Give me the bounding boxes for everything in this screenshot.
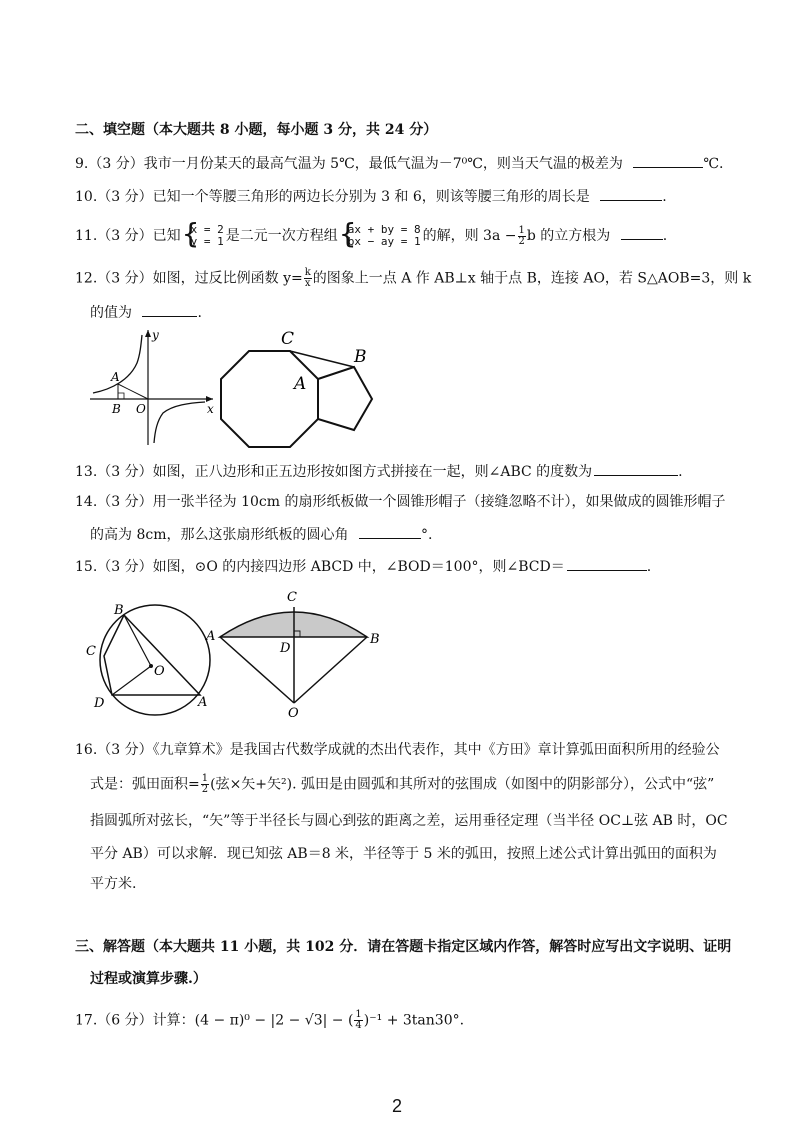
q14-answer-blank[interactable] bbox=[359, 524, 421, 539]
regular-pentagon bbox=[318, 367, 372, 430]
label-x: x bbox=[207, 402, 214, 416]
q17-text-2: )⁻¹ + 3tan30°. bbox=[363, 1012, 465, 1029]
q11-fraction: $\frac{1}{2}$ bbox=[518, 224, 525, 247]
label-C: C bbox=[287, 590, 297, 605]
q9-answer-blank[interactable] bbox=[633, 153, 703, 168]
question-12-cont bbox=[90, 302, 202, 322]
figure-q16-arc-field bbox=[200, 585, 390, 720]
q12-text-1: 12.（3 分）如图，过反比例函数 y= bbox=[75, 270, 303, 287]
q12-end: . bbox=[197, 305, 202, 321]
q12-answer-blank[interactable] bbox=[142, 302, 197, 317]
q9-unit: ℃. bbox=[703, 156, 724, 172]
segment-OD bbox=[112, 666, 151, 695]
segment-AO bbox=[118, 384, 148, 399]
q11-end: . bbox=[662, 228, 668, 244]
section-2-title: 二、填空题（本大题共 8 小题，每小题 3 分，共 24 分） bbox=[75, 122, 438, 138]
label-O: O bbox=[136, 402, 146, 416]
q10-answer-blank[interactable] bbox=[600, 186, 662, 201]
label-y: y bbox=[152, 328, 159, 342]
label-B: B bbox=[112, 402, 121, 416]
section-3-title-cont: 过程或演算步骤.） bbox=[90, 971, 207, 987]
label-A: A bbox=[294, 374, 307, 394]
label-A: A bbox=[206, 629, 216, 644]
label-A: A bbox=[111, 370, 120, 384]
q10-text: 10.（3 分）已知一个等腰三角形的两边长分别为 3 和 6，则该等腰三角形的周长是 bbox=[75, 189, 590, 205]
label-D: D bbox=[280, 641, 291, 656]
segment-CB bbox=[290, 351, 354, 367]
circle-O bbox=[100, 605, 210, 715]
q16-text-2a: 式是：弧田面积= bbox=[90, 776, 200, 793]
q16-text-2b: (弦×矢+矢²). 弧田是由圆弧和其所对的弦围成（如图中的阴影部分），公式中“弦” bbox=[210, 776, 715, 793]
question-9 bbox=[75, 153, 724, 173]
page-number: 2 bbox=[391, 1096, 402, 1116]
q11-equation-system: { ax + by = 8 bx − ay = 1 bbox=[340, 224, 421, 248]
figure-q12-hyperbola bbox=[85, 325, 220, 450]
q11-text-4: b 的立方根为 bbox=[526, 228, 611, 244]
q13-text: 13.（3 分）如图，正八边形和正五边形按如图方式拼接在一起，则∠ABC 的度数为 bbox=[75, 464, 593, 480]
question-10 bbox=[75, 186, 667, 206]
label-C: C bbox=[86, 644, 96, 659]
question-16-line-5: 平方米. bbox=[90, 876, 137, 892]
q11-answer-blank[interactable] bbox=[621, 225, 663, 240]
q12-text-2: 的图象上一点 A 作 AB⊥x 轴于点 B，连接 AO，若 S△AOB=3，则 k bbox=[312, 270, 752, 287]
q17-fraction: $\frac{1}{4}$ bbox=[355, 1009, 362, 1031]
figure-q15-circle bbox=[80, 598, 215, 723]
question-11 bbox=[75, 224, 667, 248]
q15-answer-blank[interactable] bbox=[567, 556, 647, 571]
label-B: B bbox=[114, 603, 124, 618]
section-3-title: 三、解答题（本大题共 11 小题，共 102 分．请在答题卡指定区域内作答，解答时应写出文字说明、证明 bbox=[75, 939, 732, 955]
q14-end: °. bbox=[420, 527, 433, 543]
quadrilateral-ABCD bbox=[104, 615, 200, 695]
segment-OB bbox=[294, 637, 367, 703]
q17-text-1: 17.（6 分）计算：(4 − π)⁰ − |2 − √3| − ( bbox=[75, 1012, 354, 1029]
label-D: D bbox=[94, 696, 105, 711]
q12-text-3: 的值为 bbox=[90, 305, 132, 321]
q16-fraction: $\frac{1}{2}$ bbox=[201, 773, 209, 795]
question-16-line-3: 指圆弧所对弦长，“矢”等于半径长与圆心到弦的距离之差，运用垂径定理（当半径 OC⊥弦 AB 时，OC bbox=[90, 813, 728, 829]
question-16-line-2 bbox=[90, 774, 714, 795]
regular-octagon bbox=[221, 351, 318, 447]
label-A: A bbox=[198, 695, 208, 710]
question-13 bbox=[75, 461, 683, 481]
question-16: 16.（3 分）《九章算术》是我国古代数学成就的杰出代表作，其中《方田》章计算弧田面积所用的经验公 bbox=[75, 742, 720, 758]
q9-text: 9.（3 分）我市一月份某天的最高气温为 5℃，最低气温为－7⁰℃，则当天气温的极差为 bbox=[75, 156, 623, 172]
center-point-O bbox=[149, 664, 153, 668]
figure-q13-polygons bbox=[215, 320, 380, 460]
right-angle-mark bbox=[118, 393, 124, 399]
q15-end: . bbox=[646, 559, 652, 575]
label-O: O bbox=[288, 706, 299, 720]
q11-text-1: 11.（3 分）已知 bbox=[75, 228, 181, 244]
question-16-line-4: 平分 AB）可以求解．现已知弦 AB＝8 米，半径等于 5 米的弧田，按照上述公式计算出弧田的面积为 bbox=[90, 846, 717, 862]
q11-solution-system: { x = 2 y = 1 bbox=[183, 224, 224, 248]
q13-end: . bbox=[678, 464, 683, 480]
question-14-cont bbox=[90, 524, 432, 544]
q11-text-3: 的解，则 3a − bbox=[422, 228, 517, 244]
y-axis-arrow bbox=[145, 330, 151, 337]
hyperbola-branch-right bbox=[154, 402, 205, 443]
label-C: C bbox=[281, 329, 295, 349]
label-B: B bbox=[354, 347, 367, 367]
q13-answer-blank[interactable] bbox=[594, 461, 678, 476]
question-15 bbox=[75, 556, 651, 576]
q15-text: 15.（3 分）如图，⊙O 的内接四边形 ABCD 中，∠BOD＝100°，则∠BCD＝ bbox=[75, 559, 565, 575]
q12-fraction: $\frac{k}{x}$ bbox=[304, 267, 311, 289]
q11-text-2: 是二元一次方程组 bbox=[225, 228, 338, 244]
question-14: 14.（3 分）用一张半径为 10cm 的扇形纸板做一个圆锥形帽子（接缝忽略不计），如果做成的圆锥形帽子 bbox=[75, 494, 726, 510]
label-O: O bbox=[154, 664, 165, 679]
q14-text-2: 的高为 8cm，那么这张扇形纸板的圆心角 bbox=[90, 527, 349, 543]
segment-OB bbox=[124, 615, 151, 666]
question-12 bbox=[75, 268, 751, 289]
q10-end: . bbox=[662, 189, 667, 205]
label-B: B bbox=[370, 632, 380, 647]
question-17 bbox=[75, 1010, 464, 1031]
